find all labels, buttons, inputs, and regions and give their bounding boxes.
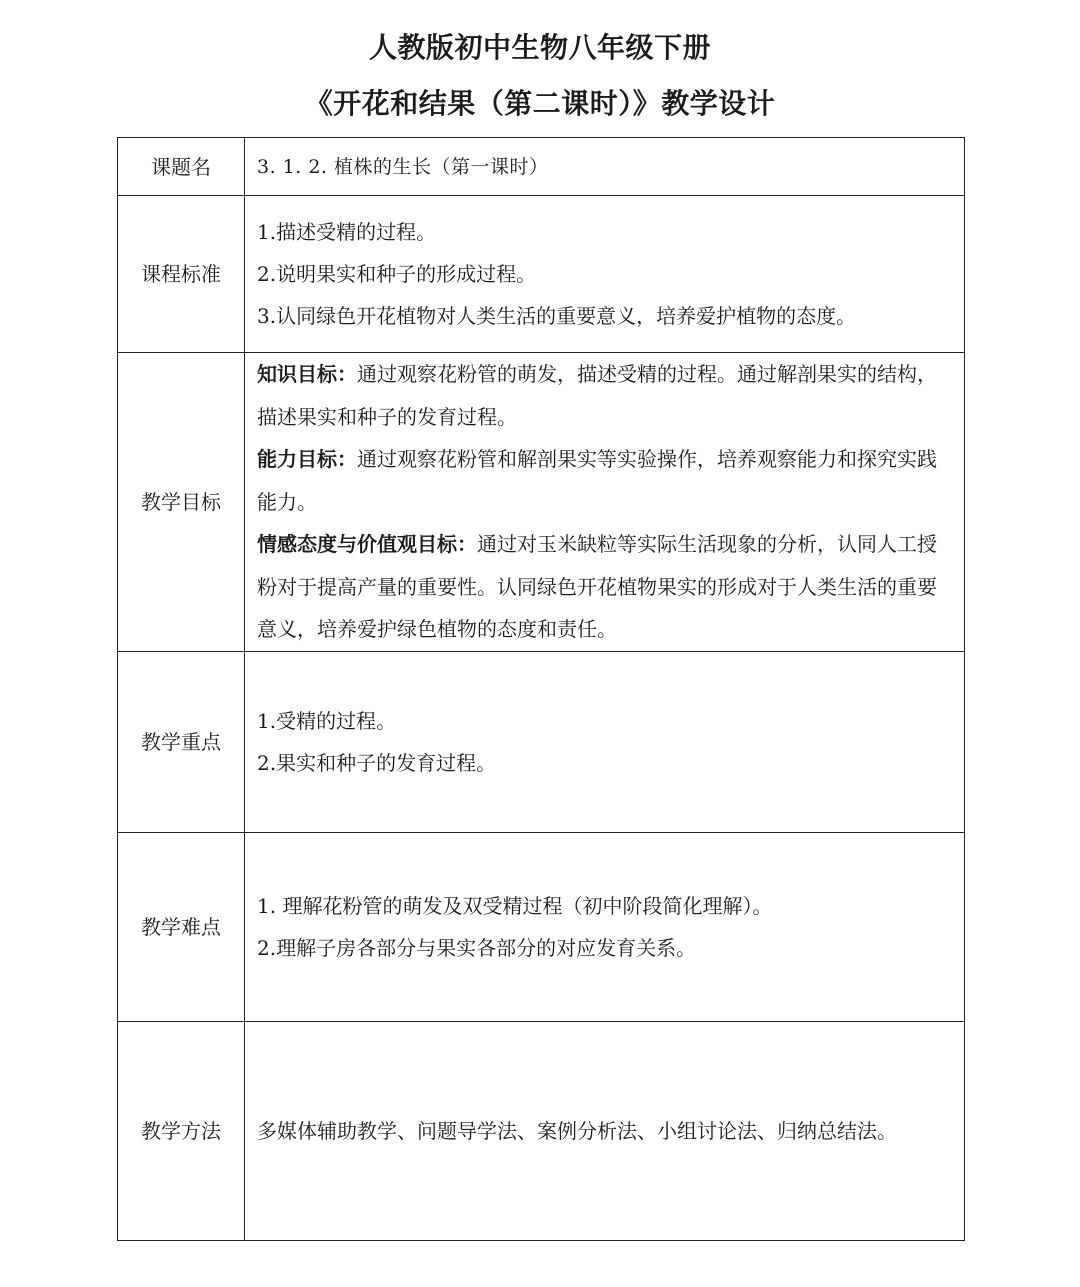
table-row-teaching-goals [118, 353, 965, 652]
table-row-curriculum-standard [118, 196, 965, 353]
goal-ability-label: 能力目标： [257, 447, 357, 472]
goal-ability-text: 通过观察花粉管和解剖果实等实验操作，培养观察能力和探究实践能力。 [257, 447, 937, 514]
row-label-curriculum-standard: 课程标准 [118, 196, 245, 353]
goal-emotion-text: 通过对玉米缺粒等实际生活现象的分析，认同人工授粉对于提高产量的重要性。认同绿色开花植物果实的形成对于人类生活的重要意义，培养爱护绿色植物的态度和责任。 [257, 532, 937, 642]
row-label-topic: 课题名 [118, 138, 245, 196]
goal-knowledge [257, 353, 952, 438]
goal-ability [257, 438, 952, 523]
lesson-plan-table [117, 137, 965, 1241]
key-points-content [245, 652, 965, 833]
list-item: 2.说明果实和种子的形成过程。 [257, 262, 537, 286]
document-header [0, 28, 1080, 124]
list-item: 2.果实和种子的发育过程。 [257, 751, 497, 775]
teaching-goals-content [245, 353, 965, 652]
table-row-topic [118, 138, 965, 196]
difficult-points-content [245, 833, 965, 1022]
table-row-key-points [118, 652, 965, 833]
goal-knowledge-label: 知识目标： [257, 362, 357, 387]
document-title: 人教版初中生物八年级下册 [368, 31, 711, 64]
goal-emotion [257, 523, 952, 651]
row-label-difficult-points: 教学难点 [118, 833, 245, 1022]
table-row-teaching-methods [118, 1022, 965, 1241]
table-row-difficult-points [118, 833, 965, 1022]
teaching-methods-content: 多媒体辅助教学、问题导学法、案例分析法、小组讨论法、归纳总结法。 [245, 1022, 965, 1241]
document-subtitle: 《开花和结果（第二课时）》教学设计 [304, 87, 776, 120]
list-item: 1.受精的过程。 [257, 709, 397, 733]
goal-emotion-label: 情感态度与价值观目标： [257, 532, 477, 557]
list-item: 3.认同绿色开花植物对人类生活的重要意义，培养爱护植物的态度。 [257, 304, 857, 328]
goal-knowledge-text: 通过观察花粉管的萌发，描述受精的过程。通过解剖果实的结构，描述果实和种子的发育过程。 [257, 362, 937, 429]
curriculum-standard-content [245, 196, 965, 353]
row-label-key-points: 教学重点 [118, 652, 245, 833]
row-label-teaching-goals: 教学目标 [118, 353, 245, 652]
list-item: 1. 理解花粉管的萌发及双受精过程（初中阶段简化理解）。 [257, 894, 773, 918]
row-label-teaching-methods: 教学方法 [118, 1022, 245, 1241]
list-item: 1.描述受精的过程。 [257, 220, 437, 244]
topic-content: 3. 1. 2. 植株的生长（第一课时） [245, 138, 965, 196]
list-item: 2.理解子房各部分与果实各部分的对应发育关系。 [257, 936, 697, 960]
